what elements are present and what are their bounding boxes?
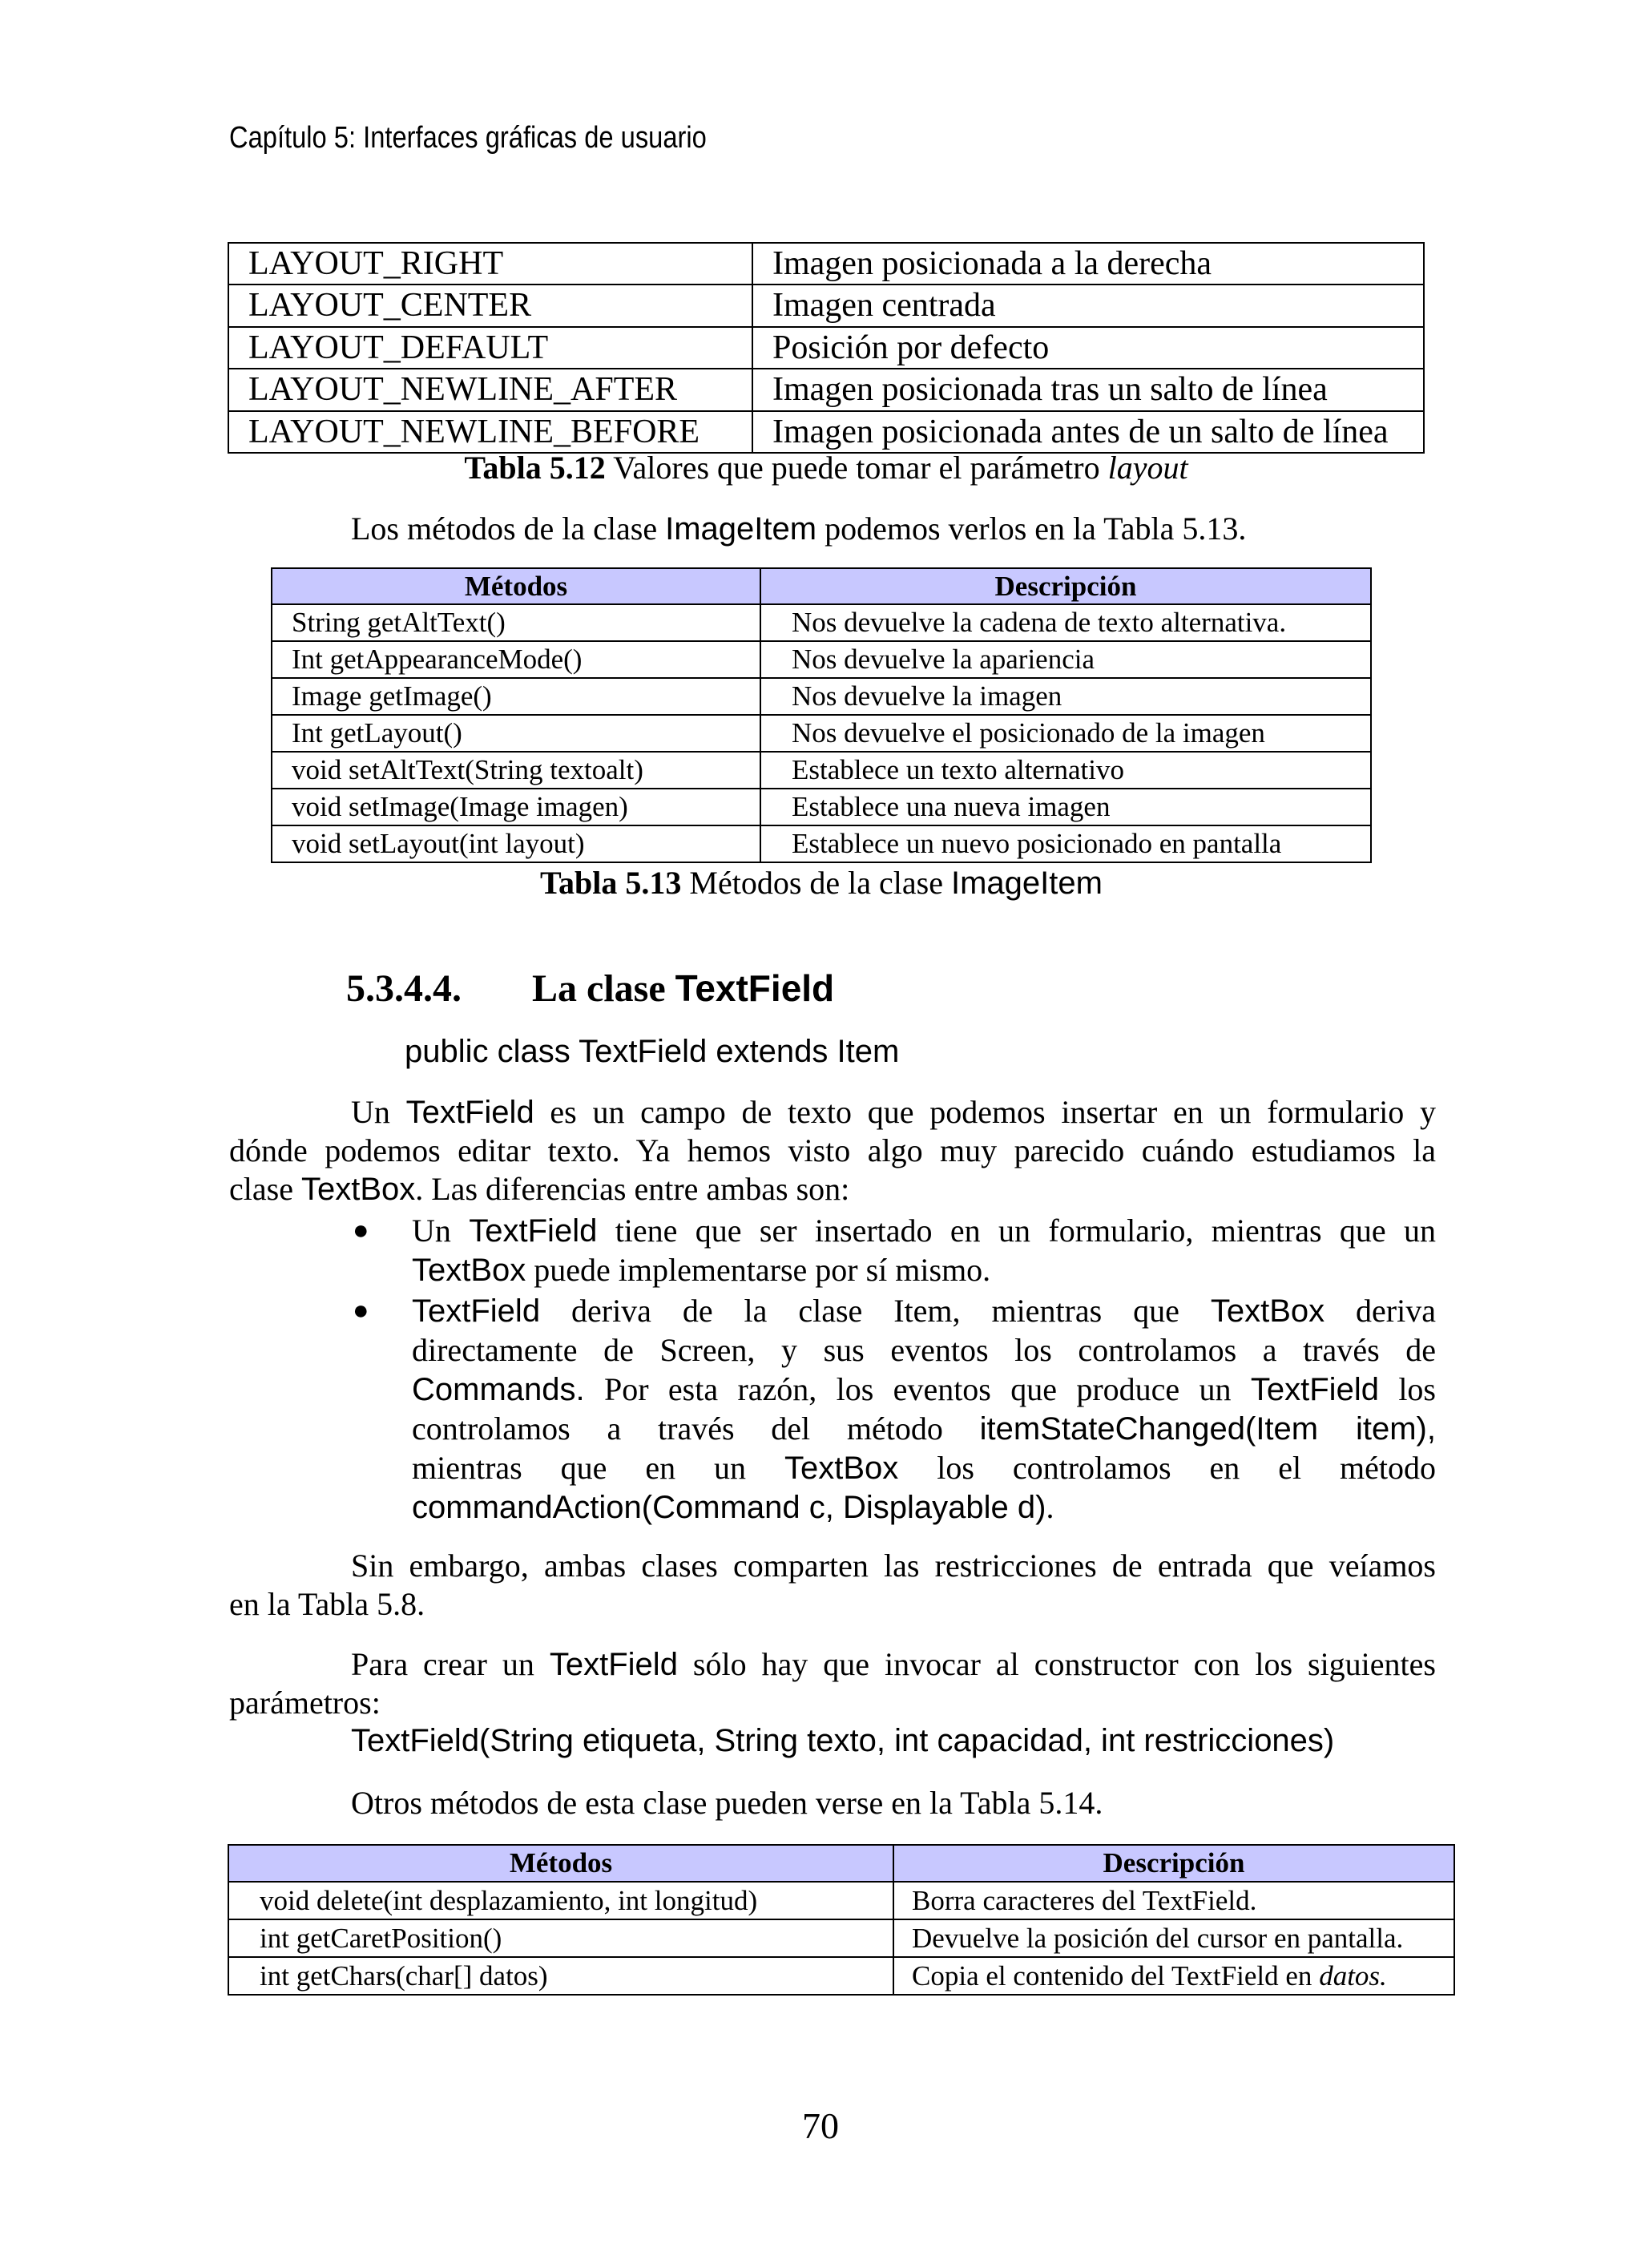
paragraph-line: parámetros: bbox=[229, 1685, 381, 1721]
running-header: Capítulo 5: Interfaces gráficas de usuario bbox=[229, 121, 707, 155]
table-row bbox=[228, 1882, 1454, 1919]
table-5-13-intro: Los métodos de la clase ImageItem podemos verlos en la Tabla 5.13. bbox=[351, 511, 1247, 547]
table-row bbox=[228, 243, 1424, 285]
table-row bbox=[228, 411, 1424, 453]
textfield-methods-table bbox=[228, 1844, 1455, 1996]
table-5-12-caption: Tabla 5.12 Valores que puede tomar el parámetro layout bbox=[464, 450, 1188, 486]
method-signature: void delete(int desplazamiento, int longitud) bbox=[228, 1882, 893, 1919]
imageitem-methods-table bbox=[271, 567, 1372, 863]
layout-values-table bbox=[228, 242, 1425, 454]
table-header-row bbox=[228, 1845, 1454, 1882]
method-signature: int getChars(char[] datos) bbox=[228, 1957, 893, 1995]
table-row bbox=[272, 825, 1371, 862]
method-description: Establece un texto alternativo bbox=[760, 752, 1371, 789]
paragraph-line: Para crear un TextField sólo hay que invocar al constructor con los siguientes bbox=[351, 1646, 1436, 1682]
layout-description: Imagen posicionada a la derecha bbox=[752, 243, 1424, 285]
layout-description: Imagen centrada bbox=[752, 285, 1424, 326]
page-number: 70 bbox=[802, 2105, 839, 2146]
paragraph-line: Un TextField es un campo de texto que podemos insertar en un formulario y bbox=[351, 1094, 1436, 1130]
method-description: Copia el contenido del TextField en datos. bbox=[893, 1957, 1454, 1995]
table-row bbox=[272, 715, 1371, 752]
method-description: Devuelve la posición del cursor en pantalla. bbox=[893, 1919, 1454, 1957]
table-row bbox=[272, 604, 1371, 641]
paragraph-line: Sin embargo, ambas clases comparten las restricciones de entrada que veíamos bbox=[351, 1548, 1436, 1584]
method-signature: String getAltText() bbox=[272, 604, 760, 641]
table-row bbox=[228, 1919, 1454, 1957]
method-signature: Image getImage() bbox=[272, 678, 760, 715]
class-declaration: public class TextField extends Item bbox=[405, 1034, 900, 1069]
method-description: Establece un nuevo posicionado en pantalla bbox=[760, 825, 1371, 862]
layout-constant: LAYOUT_CENTER bbox=[228, 285, 752, 326]
table-5-14-intro: Otros métodos de esta clase pueden verse en la Tabla 5.14. bbox=[351, 1785, 1103, 1821]
method-signature: Int getAppearanceMode() bbox=[272, 641, 760, 678]
column-header-description: Descripción bbox=[893, 1845, 1454, 1882]
table-row bbox=[272, 789, 1371, 825]
layout-constant: LAYOUT_NEWLINE_AFTER bbox=[228, 369, 752, 410]
method-signature: void setAltText(String textoalt) bbox=[272, 752, 760, 789]
method-description: Borra caracteres del TextField. bbox=[893, 1882, 1454, 1919]
constructor-signature: TextField(String etiqueta, String texto, int capacidad, int restricciones) bbox=[351, 1723, 1335, 1758]
section-heading: 5.3.4.4. La clase TextField bbox=[346, 966, 834, 1012]
method-description: Nos devuelve la imagen bbox=[760, 678, 1371, 715]
table-5-13-caption: Tabla 5.13 Métodos de la clase ImageItem bbox=[540, 865, 1103, 901]
bullet-line: mientras que en un TextBox los controlamos en el método bbox=[412, 1450, 1436, 1486]
table-row bbox=[228, 369, 1424, 410]
layout-constant: LAYOUT_RIGHT bbox=[228, 243, 752, 285]
paragraph-line: en la Tabla 5.8. bbox=[229, 1586, 425, 1622]
bullet-line: commandAction(Command c, Displayable d). bbox=[412, 1489, 1054, 1525]
method-signature: Int getLayout() bbox=[272, 715, 760, 752]
bullet-line: TextBox puede implementarse por sí mismo. bbox=[412, 1252, 991, 1288]
table-row bbox=[272, 641, 1371, 678]
layout-description: Posición por defecto bbox=[752, 327, 1424, 369]
table-row bbox=[228, 1957, 1454, 1995]
layout-constant: LAYOUT_NEWLINE_BEFORE bbox=[228, 411, 752, 453]
table-header-row bbox=[272, 568, 1371, 604]
bullet-line: controlamos a través del método itemStateChanged(Item item), bbox=[412, 1410, 1436, 1447]
method-description: Establece una nueva imagen bbox=[760, 789, 1371, 825]
method-description: Nos devuelve la apariencia bbox=[760, 641, 1371, 678]
layout-description: Imagen posicionada tras un salto de línea bbox=[752, 369, 1424, 410]
bullet-line: Commands. Por esta razón, los eventos que produce un TextField los bbox=[412, 1371, 1436, 1407]
table-row bbox=[228, 285, 1424, 326]
method-signature: int getCaretPosition() bbox=[228, 1919, 893, 1957]
paragraph-line: dónde podemos editar texto. Ya hemos visto algo muy parecido cuándo estudiamos la bbox=[229, 1132, 1436, 1168]
table-row bbox=[272, 678, 1371, 715]
layout-description: Imagen posicionada antes de un salto de línea bbox=[752, 411, 1424, 453]
method-signature: void setImage(Image imagen) bbox=[272, 789, 760, 825]
bullet-line: TextField deriva de la clase Item, mientras que TextBox deriva bbox=[412, 1293, 1436, 1329]
method-description: Nos devuelve el posicionado de la imagen bbox=[760, 715, 1371, 752]
table-row bbox=[228, 327, 1424, 369]
column-header-description: Descripción bbox=[760, 568, 1371, 604]
column-header-methods: Métodos bbox=[228, 1845, 893, 1882]
bullet-line: Un TextField tiene que ser insertado en un formulario, mientras que un bbox=[412, 1213, 1437, 1249]
column-header-methods: Métodos bbox=[272, 568, 760, 604]
section-number: 5.3.4.4. bbox=[346, 967, 462, 1010]
paragraph-line: clase TextBox. Las diferencias entre ambas son: bbox=[229, 1171, 850, 1207]
bullet-icon: ● bbox=[353, 1216, 369, 1245]
layout-constant: LAYOUT_DEFAULT bbox=[228, 327, 752, 369]
bullet-line: directamente de Screen, y sus eventos los controlamos a través de bbox=[412, 1332, 1436, 1368]
method-signature: void setLayout(int layout) bbox=[272, 825, 760, 862]
method-description: Nos devuelve la cadena de texto alternativa. bbox=[760, 604, 1371, 641]
table-row bbox=[272, 752, 1371, 789]
bullet-icon: ● bbox=[353, 1296, 369, 1326]
